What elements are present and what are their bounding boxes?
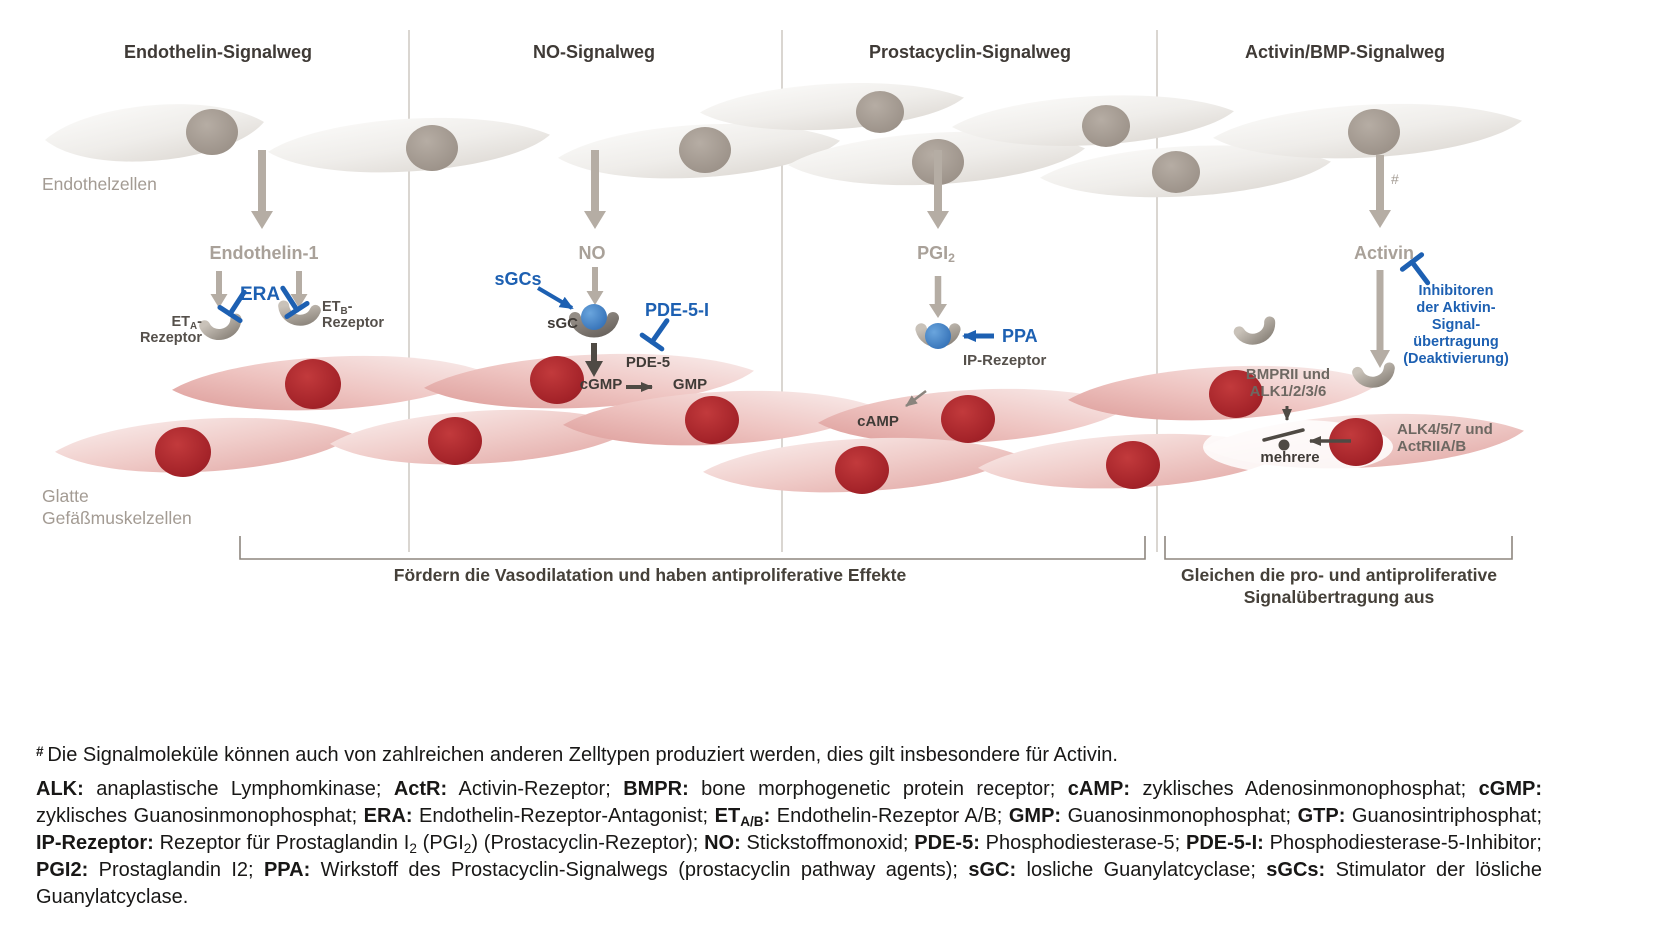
- header-activin-bmp-pathway: Activin/BMP-Signalweg: [1244, 42, 1446, 62]
- activin-inhibitor-line1: Inhibitoren: [1418, 283, 1494, 299]
- activin-inhibitor-line3: Signal-: [1431, 317, 1481, 333]
- abbreviation-key: ALK: anaplastische Lymphomkinase; ActR: Activin-Rezeptor; BMPR: bone morphogenetic protein receptor; cAMP: zyklisches Adenosinmonophosphat; cGMP: zyklisches Guanosinmonophosphat; ERA: Endothelin-Rezeptor-Antagonist; $ET_{A/B}$: Endothelin-Rezeptor A/B; GMP: Guanosinmonophosphat; GTP: Guanosintriphosphat; IP-Rezeptor: Rezeptor für Prostaglandin $I_2$ $(PGI_2)$ (Prostacyclin-Rezeptor); NO: Stickstoffmonoxid; PDE-5: Phosphodiesterase-5; PDE-5-I: Phosphodiesterase-5-Inhibitor; PGI2: Prostaglandin I2; PPA: Wirkstoff des Prostacyclin-Signalwegs (prostacyclin pathway agents); sGC: losliche Guanylatcyclase; sGCs: Stimulator der lösliche Guanylatcyclase.: [36, 778, 1543, 908]
- bmprii-label-line1: BMPRII und: [1245, 366, 1331, 383]
- endothelial-layer-label: Endothelzellen: [42, 174, 157, 194]
- etb-receptor-label-line1: $ET_B-$: [322, 299, 353, 317]
- no-label: NO: [578, 243, 606, 263]
- group-brackets: [240, 536, 1512, 559]
- endothelial-cell: [700, 83, 964, 130]
- muscle-layer-label-line2: Gefäßmuskelzellen: [42, 508, 192, 528]
- eta-receptor-label-line1: $ET_A-$: [171, 314, 202, 332]
- camp-label: cAMP: [857, 413, 899, 430]
- activin-inhibitor-line4: übertragung: [1413, 334, 1499, 350]
- pde5-label: PDE-5: [625, 354, 671, 371]
- etb-receptor: [277, 306, 315, 356]
- sgcs-label: sGCs: [494, 269, 542, 289]
- activin-footnote-mark: #: [1391, 171, 1399, 187]
- footnote: # Die Signalmoleküle können auch von zahlreichen anderen Zelltypen produziert werden, dies gilt insbesondere für Activin.: [36, 744, 1118, 766]
- eta-receptor: [205, 319, 246, 371]
- header-prostacyclin-pathway: Prostacyclin-Signalweg: [868, 42, 1072, 62]
- activin-label: Activin: [1353, 243, 1414, 263]
- endothelial-cell-layer: [45, 83, 1522, 197]
- arrow-pgi2-to-ip: [929, 276, 947, 318]
- arrow-endothelin-release: [251, 150, 273, 229]
- sgc-ligand-circle: [581, 304, 607, 330]
- alk457-label-line2: ActRIIA/B: [1397, 438, 1467, 455]
- era-label: ERA: [239, 284, 281, 305]
- bmprii-label-line2: ALK1/2/3/6: [1249, 383, 1327, 400]
- ppa-label: PPA: [1002, 326, 1038, 346]
- alk457-label-line1: ALK4/5/7 und: [1397, 421, 1493, 438]
- header-endothelin-pathway: Endothelin-Signalweg: [124, 42, 312, 62]
- mehrere-label: mehrere: [1260, 449, 1320, 466]
- pde5i-label: PDE-5-I: [644, 300, 709, 320]
- bracket-balance: [1165, 536, 1512, 559]
- alk-receptor: [1358, 368, 1396, 418]
- pgi2-label: $PGI_2$: [917, 243, 955, 266]
- gmp-label: GMP: [672, 376, 708, 393]
- endothelin1-label: Endothelin-1: [209, 243, 319, 263]
- bracket-vasodilation: [240, 536, 1145, 559]
- eta-receptor-label-line2: Rezeptor: [139, 330, 202, 346]
- balance-caption-line1: Gleichen die pro- und antiproliferative: [1180, 565, 1498, 585]
- arrow-no-to-sgc: [587, 267, 604, 305]
- arrow-activin-release: [1369, 155, 1391, 228]
- header-no-pathway: NO-Signalweg: [532, 42, 655, 62]
- ip-receptor-label: IP-Rezeptor: [963, 352, 1047, 369]
- sgcs-arrow: [538, 288, 572, 308]
- balance-caption-line2: Signalübertragung aus: [1243, 587, 1435, 607]
- muscle-layer-label-line1: Glatte: [42, 486, 89, 506]
- ip-ligand-circle: [925, 323, 951, 349]
- vasodilation-caption: Fördern die Vasodilatation und haben antiproliferative Effekte: [393, 565, 907, 585]
- etb-receptor-label-line2: Rezeptor: [322, 315, 385, 331]
- activin-inhibitor-line5: (Deaktivierung): [1403, 351, 1509, 367]
- arrow-activin-to-receptor: [1370, 270, 1390, 368]
- cgmp-label: cGMP: [579, 376, 623, 393]
- activin-inhibitor-line2: der Aktivin-: [1416, 300, 1496, 316]
- sgc-label: sGC: [547, 315, 578, 332]
